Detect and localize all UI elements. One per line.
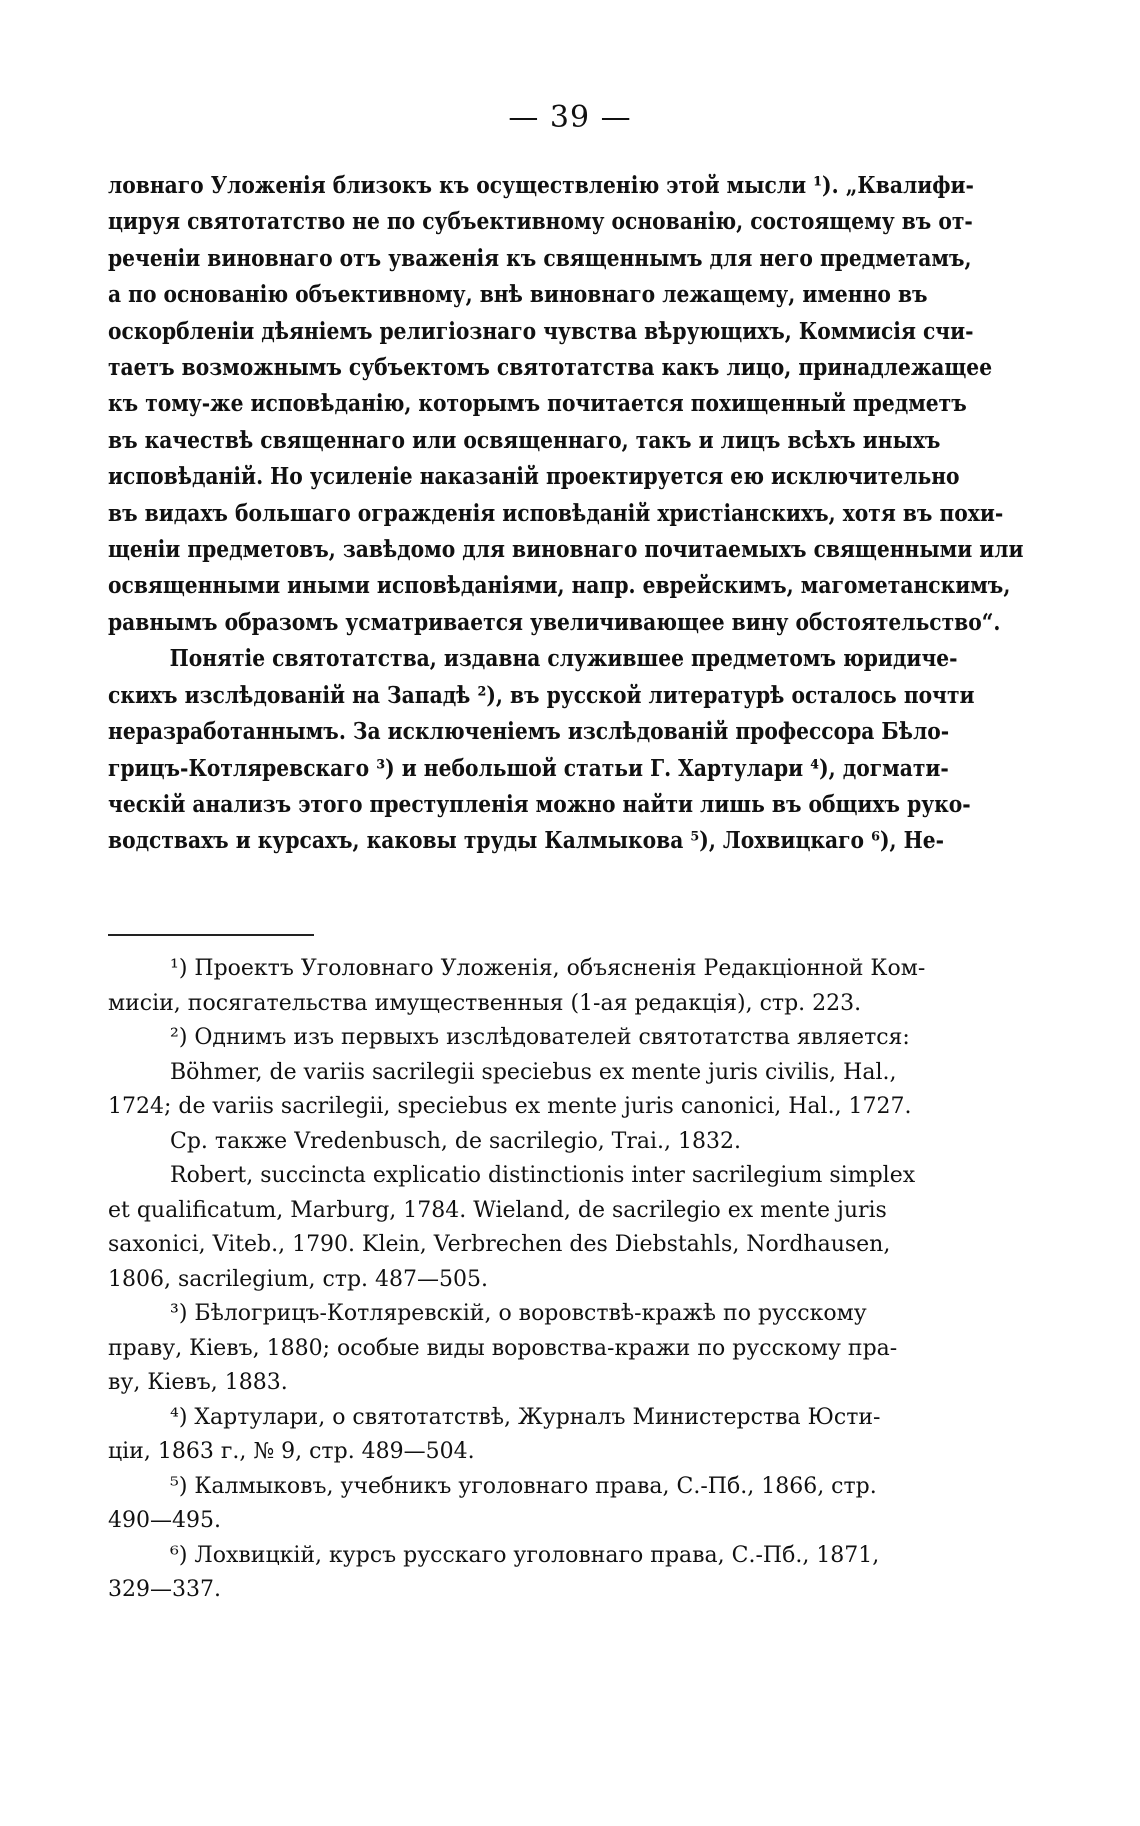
body-line: а по основанію объективному, внѣ виновнаго лежащему, именно въ (108, 281, 928, 309)
footnote-line: ву, Кіевъ, 1883. (108, 1370, 288, 1395)
body-line: равнымъ образомъ усматривается увеличивающее вину обстоятельство“. (108, 608, 1001, 636)
body-line: ловнаго Уложенія близокъ къ осуществленію этой мысли ¹). „Квалифи- (108, 172, 974, 199)
body-text (108, 168, 1024, 860)
body-line: реченіи виновнаго отъ уваженія къ священнымъ для него предметамъ, (108, 244, 972, 272)
body-line: ческій анализъ этого преступленія можно найти лишь въ общихъ руко- (108, 790, 971, 818)
footnote-line: 490—495. (108, 1508, 221, 1533)
body-line: неразработаннымъ. За исключеніемъ изслѣдованій профессора Бѣло- (108, 718, 950, 746)
footnote-line: Böhmer, de variis sacrilegii speciebus ex mente juris civilis, Hal., (170, 1059, 897, 1085)
footnote-line: et qualificatum, Marburg, 1784. Wieland, de sacrilegio ex mente juris (108, 1197, 887, 1223)
footnote-3 (108, 1297, 988, 1401)
body-line: въ качествѣ священнаго или освященнаго, такъ и лицъ всѣхъ иныхъ (108, 426, 941, 454)
footnote-line: ⁶) Лохвицкій, курсъ русскаго уголовнаго права, С.-Пб., 1871, (170, 1542, 880, 1568)
footnote-line: 1724; de variis sacrilegii, speciebus ex mente juris canonici, Hal., 1727. (108, 1094, 912, 1119)
footnote-line: ²) Однимъ изъ первыхъ изслѣдователей святотатства является: (170, 1025, 910, 1050)
footnote-divider (108, 934, 314, 936)
body-line: цируя святотатство не по субъективному основанію, состоящему въ от- (108, 208, 973, 236)
body-line: щеніи предметовъ, завѣдомо для виновнаго почитаемыхъ священными или (108, 536, 1024, 564)
footnote-line: мисіи, посягательства имущественныя (1-ая редакція), стр. 223. (108, 990, 862, 1016)
body-line: освященными иными исповѣданіями, напр. еврейскимъ, магометанскимъ, (108, 572, 1011, 600)
footnote-line: 329—337. (108, 1577, 221, 1602)
footnote-5 (108, 1470, 988, 1539)
footnote-line: ³) Бѣлогрицъ-Котляревскій, о воровствѣ-кражѣ по русскому (170, 1301, 867, 1326)
body-line: таетъ возможнымъ субъектомъ святотатства какъ лицо, принадлежащее (108, 354, 993, 382)
footnote-line: saxonici, Viteb., 1790. Klein, Verbrechen des Diebstahls, Nordhausen, (108, 1232, 891, 1257)
body-line: скихъ изслѣдованій на Западѣ ²), въ русской литературѣ осталось почти (108, 681, 975, 709)
footnote-4 (108, 1401, 988, 1470)
body-line: оскорбленіи дѣяніемъ религіознаго чувства вѣрующихъ, Коммисія счи- (108, 317, 974, 345)
footnote-line: ціи, 1863 г., № 9, стр. 489—504. (108, 1439, 475, 1464)
footnote-line: ¹) Проектъ Уголовнаго Уложенія, объясненія Редакціонной Ком- (170, 956, 926, 981)
body-line: къ тому-же исповѣданію, которымъ почитается похищенный предметъ (108, 390, 967, 418)
footnotes (108, 952, 988, 1608)
body-line: Понятіе святотатства, издавна служившее предметомъ юридиче- (169, 645, 958, 673)
footnote-line: ⁵) Калмыковъ, учебникъ уголовнаго права, С.-Пб., 1866, стр. (170, 1473, 877, 1499)
footnote-1 (108, 952, 988, 1021)
footnote-line: ⁴) Хартулари, о святотатствѣ, Журналъ Министерства Юсти- (170, 1404, 881, 1430)
body-line: водствахъ и курсахъ, каковы труды Калмыкова ⁵), Лохвицкаго ⁶), Не- (108, 827, 945, 855)
page-number: — 39 — (508, 100, 632, 135)
footnote-line: 1806, sacrilegium, стр. 487—505. (108, 1266, 488, 1292)
footnote-6 (108, 1539, 988, 1608)
footnote-2 (108, 1021, 988, 1297)
body-line: въ видахъ большаго огражденія исповѣданій христіанскихъ, хотя въ похи- (108, 499, 1004, 527)
footnote-line: праву, Кіевъ, 1880; особые виды воровства-кражи по русскому пра- (108, 1335, 898, 1361)
footnote-line: Ср. также Vredenbusch, de sacrilegio, Trai., 1832. (170, 1128, 741, 1154)
body-line: исповѣданій. Но усиленіе наказаній проектируется ею исключительно (108, 463, 960, 491)
body-line: грицъ-Котляревскаго ³) и небольшой статьи Г. Хартулари ⁴), догмати- (108, 754, 949, 782)
footnote-line: Robert, succincta explicatio distinctionis inter sacrilegium simplex (170, 1163, 916, 1188)
